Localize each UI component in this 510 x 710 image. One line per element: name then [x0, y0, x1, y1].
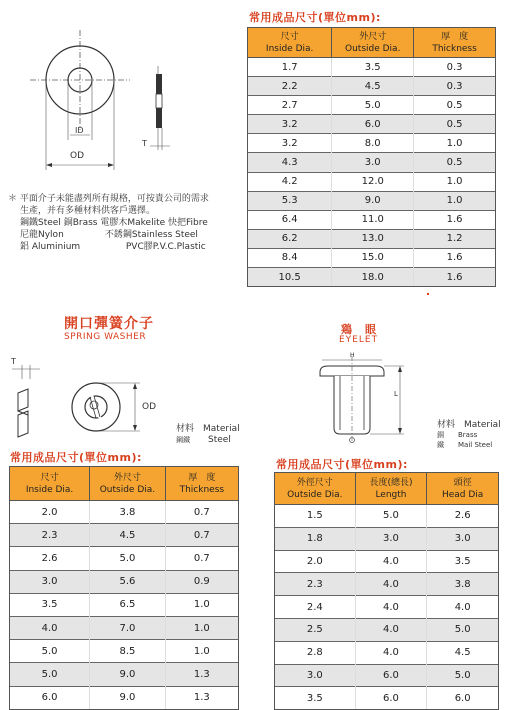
eyelet-brass-en: Brass	[458, 431, 478, 439]
table-row	[248, 115, 496, 134]
table-cell: 8.4	[248, 248, 332, 267]
col-header-thickness: 厚 度 Thickness	[414, 28, 496, 58]
table-row	[275, 641, 499, 664]
table-row	[10, 663, 239, 686]
spring-material-en: Material	[203, 424, 240, 434]
flat-washer-id-label: ID	[75, 126, 84, 135]
table-cell: 4.0	[427, 596, 499, 619]
table-cell: 4.0	[355, 573, 427, 596]
table-cell: 3.0	[355, 527, 427, 550]
table-cell: 6.0	[355, 664, 427, 687]
table-cell: 3.5	[427, 550, 499, 573]
table-cell: 3.2	[248, 115, 332, 134]
table-row	[275, 618, 499, 641]
table-cell: 11.0	[332, 210, 414, 229]
table-cell: 9.0	[332, 191, 414, 210]
table-cell: 0.5	[414, 153, 496, 172]
table-cell: 2.6	[427, 505, 499, 528]
table-row	[275, 527, 499, 550]
table-cell: 2.6	[10, 547, 90, 570]
table-row	[275, 664, 499, 687]
table-cell: 6.4	[248, 210, 332, 229]
table-cell: 0.9	[165, 570, 238, 593]
table-row	[248, 134, 496, 153]
note-line-1: ＊ 平面介子未能盡列所有規格，可按貴公司的需求	[8, 194, 209, 204]
table-cell: 1.7	[248, 58, 332, 77]
eyelet-l-label: L	[394, 390, 398, 398]
table-cell: 8.5	[90, 640, 166, 663]
material-fibre: 快把Fibre	[168, 218, 208, 228]
table-cell: 1.5	[275, 505, 356, 528]
eyelet-material	[437, 420, 507, 450]
spring-washer-od-label: OD	[142, 402, 157, 412]
col-header-length: 長度(總長) Length	[355, 473, 427, 505]
table-cell: 5.3	[248, 191, 332, 210]
table-row	[275, 505, 499, 528]
material-steel: 鋼鐵Steel	[20, 218, 61, 228]
spring-washer-table	[9, 466, 239, 710]
table-cell: 18.0	[332, 268, 414, 287]
table-cell: 2.4	[275, 596, 356, 619]
table-cell: 3.5	[275, 687, 356, 710]
material-brass: 銅Brass	[63, 218, 98, 228]
table-cell: 0.5	[414, 96, 496, 115]
table-cell: 4.0	[355, 596, 427, 619]
table-row	[10, 570, 239, 593]
table-row	[248, 96, 496, 115]
table-cell: 1.2	[414, 229, 496, 248]
table-cell: 1.6	[414, 268, 496, 287]
table-cell: 4.0	[10, 616, 90, 639]
table-cell: 4.5	[427, 641, 499, 664]
col-header-inside-dia: 尺寸 Inside Dia.	[10, 467, 90, 501]
table-cell: 1.0	[414, 191, 496, 210]
table-cell: 3.0	[427, 527, 499, 550]
eyelet-material-en: Material	[464, 420, 501, 430]
table-cell: 5.0	[427, 664, 499, 687]
table-cell: 5.0	[355, 505, 427, 528]
table-cell: 3.5	[332, 58, 414, 77]
table-cell: 4.2	[248, 172, 332, 191]
eyelet-title-en: EYELET	[339, 335, 379, 345]
table-row	[248, 210, 496, 229]
table-cell: 4.0	[355, 641, 427, 664]
table-cell: 9.0	[90, 686, 166, 709]
table-cell: 15.0	[332, 248, 414, 267]
table-cell: 3.8	[90, 501, 166, 524]
table-cell: 12.0	[332, 172, 414, 191]
flat-washer-drawing	[0, 0, 200, 180]
spring-washer-t-label: T	[11, 357, 16, 366]
table-cell: 3.0	[10, 570, 90, 593]
table-cell: 3.0	[275, 664, 356, 687]
table-cell: 1.0	[165, 640, 238, 663]
col-header-outside-dia: 外尺寸 Outside Dia.	[90, 467, 166, 501]
spring-material-val-en: Steel	[208, 435, 231, 445]
table-cell: 1.3	[165, 686, 238, 709]
eyelet-title-zh: 鶏 眼	[341, 323, 377, 336]
table-row	[248, 229, 496, 248]
spring-material-zh: 材料	[176, 424, 195, 434]
table-cell: 6.2	[248, 229, 332, 248]
table-cell: 6.5	[90, 593, 166, 616]
table-row	[10, 524, 239, 547]
table-cell: 2.0	[10, 501, 90, 524]
table-row	[275, 596, 499, 619]
table-row	[248, 191, 496, 210]
table-cell: 2.7	[248, 96, 332, 115]
table-cell: 5.0	[10, 663, 90, 686]
col-header-inside-dia: 尺寸 Inside Dia.	[248, 28, 332, 58]
table-cell: 3.0	[332, 153, 414, 172]
table-cell: 2.8	[275, 641, 356, 664]
table-cell: 3.8	[427, 573, 499, 596]
flat-washer-notes	[8, 193, 248, 253]
table-cell: 3.5	[10, 593, 90, 616]
eyelet-h-label: H	[350, 352, 355, 359]
table-cell: 5.6	[90, 570, 166, 593]
table-row	[248, 248, 496, 267]
table-cell: 10.5	[248, 268, 332, 287]
table-row	[10, 593, 239, 616]
material-nylon: 尼龍Nylon	[20, 230, 64, 240]
table-row	[248, 268, 496, 287]
table-row	[10, 686, 239, 709]
table-row	[248, 153, 496, 172]
table-cell: 1.8	[275, 527, 356, 550]
col-header-thickness: 厚 度 Thickness	[165, 467, 238, 501]
table-cell: 6.0	[332, 115, 414, 134]
print-dot	[427, 293, 429, 295]
material-aluminium: 鋁 Aluminium	[20, 242, 81, 252]
table-row	[248, 58, 496, 77]
col-header-outside-dia: 外尺寸 Outside Dia.	[332, 28, 414, 58]
table-cell: 1.0	[165, 616, 238, 639]
table-row	[248, 172, 496, 191]
table-cell: 9.0	[90, 663, 166, 686]
material-makelite: 電膠木Makelite	[100, 218, 166, 228]
table-cell: 0.3	[414, 77, 496, 96]
table-row	[10, 501, 239, 524]
eyelet-steel-zh: 鐵	[437, 441, 444, 449]
table-cell: 6.0	[355, 687, 427, 710]
col-header-outside-dia: 外徑尺寸 Outside Dia.	[275, 473, 356, 505]
table-cell: 4.5	[90, 524, 166, 547]
table-cell: 5.0	[10, 640, 90, 663]
flat-washer-t-label: T	[142, 139, 147, 148]
table-cell: 6.0	[10, 686, 90, 709]
eyelet-table-title: 常用成品尺寸(單位mm):	[276, 458, 408, 471]
table-row	[248, 77, 496, 96]
table-cell: 13.0	[332, 229, 414, 248]
table-cell: 0.5	[414, 115, 496, 134]
materials-row-2	[8, 229, 248, 241]
note-line-2: 生產，并有多種材料供客戶選擇。	[20, 206, 156, 216]
col-header-head-dia: 頭徑 Head Dia	[427, 473, 499, 505]
table-cell: 1.0	[414, 172, 496, 191]
table-cell: 2.5	[275, 618, 356, 641]
table-cell: 8.0	[332, 134, 414, 153]
eyelet-steel-en: Mail Steel	[458, 441, 493, 449]
flat-washer-table	[247, 27, 496, 287]
flat-washer-od-label: OD	[70, 151, 85, 161]
table-cell: 1.0	[414, 134, 496, 153]
spring-washer-title-en: SPRING WASHER	[64, 332, 147, 342]
table-cell: 7.0	[90, 616, 166, 639]
spring-washer-title-zh: 開口彈簧介子	[64, 316, 154, 332]
table-cell: 1.0	[165, 593, 238, 616]
spring-material-val-zh: 鋼鐵	[176, 436, 190, 444]
spring-washer-material	[176, 424, 240, 446]
eyelet-drawing	[300, 350, 420, 450]
table-row	[275, 550, 499, 573]
table-cell: 0.7	[165, 547, 238, 570]
table-cell: 4.0	[355, 618, 427, 641]
table-cell: 6.0	[427, 687, 499, 710]
table-cell: 3.2	[248, 134, 332, 153]
eyelet-brass-zh: 銅	[437, 431, 444, 439]
table-cell: 5.0	[90, 547, 166, 570]
table-cell: 0.7	[165, 501, 238, 524]
table-cell: 0.3	[414, 58, 496, 77]
table-cell: 4.5	[332, 77, 414, 96]
table-cell: 2.3	[10, 524, 90, 547]
materials-row-3	[8, 241, 248, 253]
spring-washer-table-title: 常用成品尺寸(單位mm):	[10, 451, 142, 464]
eyelet-material-zh: 材料	[437, 420, 456, 430]
table-cell: 2.3	[275, 573, 356, 596]
material-pvc: PVC膠P.V.C.Plastic	[125, 242, 206, 252]
eyelet-table	[274, 472, 499, 710]
table-cell: 1.6	[414, 210, 496, 229]
table-cell: 5.0	[332, 96, 414, 115]
table-cell: 0.7	[165, 524, 238, 547]
table-cell: 2.2	[248, 77, 332, 96]
table-cell: 5.0	[427, 618, 499, 641]
table-cell: 4.0	[355, 550, 427, 573]
table-cell: 2.0	[275, 550, 356, 573]
flat-washer-table-title: 常用成品尺寸(單位mm):	[249, 11, 381, 24]
materials-row-1	[8, 217, 248, 229]
table-row	[10, 547, 239, 570]
table-row	[275, 573, 499, 596]
table-row	[10, 616, 239, 639]
table-cell: 1.3	[165, 663, 238, 686]
material-stainless: 不銹鋼Stainless Steel	[104, 230, 198, 240]
table-cell: 1.6	[414, 248, 496, 267]
table-cell: 4.3	[248, 153, 332, 172]
table-row	[10, 640, 239, 663]
table-row	[275, 687, 499, 710]
